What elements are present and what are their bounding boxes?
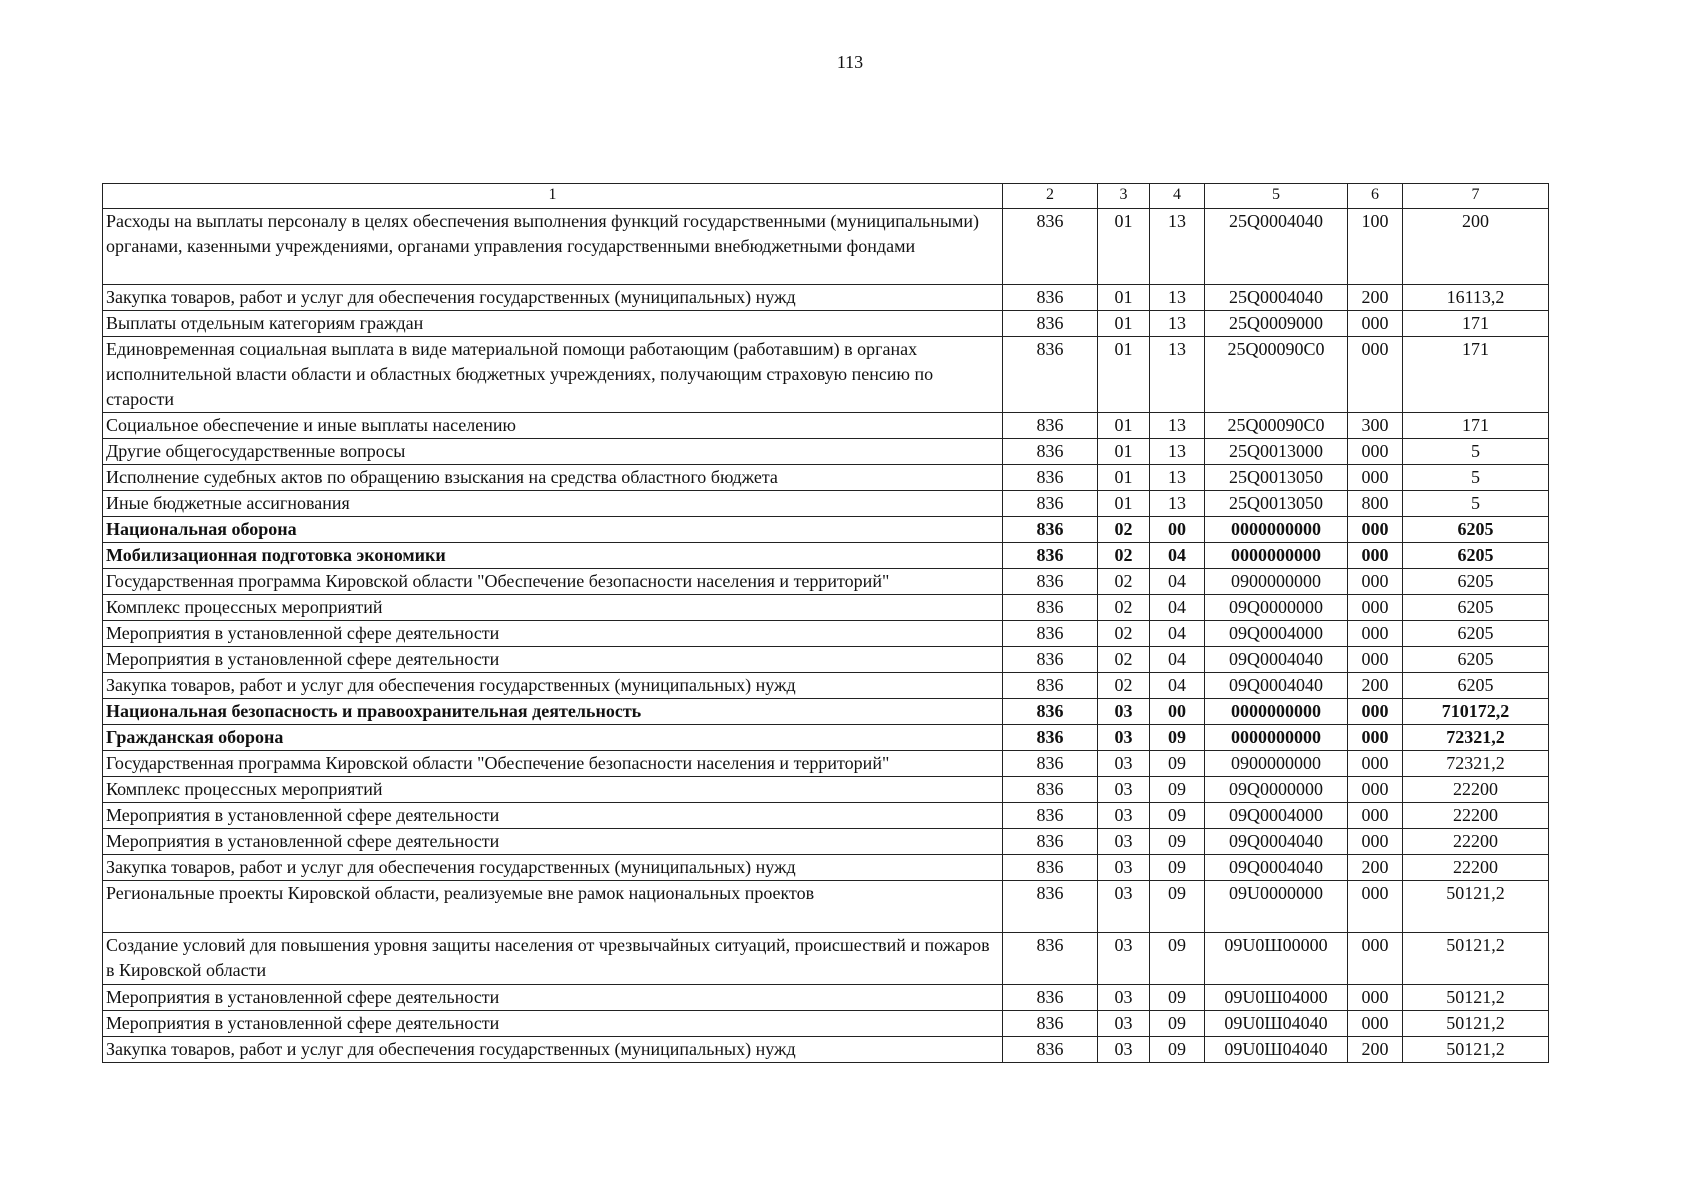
section-code-cell: 02	[1098, 647, 1150, 673]
item-name-cell: Расходы на выплаты персоналу в целях обеспечения выполнения функций государственными (муниципальными) органами, казенными учреждениями, органами управления государственными внебюджетными фондами	[103, 209, 1003, 285]
subsection-code-cell: 13	[1150, 337, 1205, 413]
item-name-cell: Мероприятия в установленной сфере деятельности	[103, 829, 1003, 855]
subsection-code-cell: 09	[1150, 777, 1205, 803]
amount-cell: 171	[1403, 413, 1549, 439]
section-code-cell: 02	[1098, 621, 1150, 647]
target-article-cell: 09Q0004040	[1205, 855, 1348, 881]
table-row	[103, 439, 1549, 465]
table-row	[103, 209, 1549, 285]
table-row	[103, 647, 1549, 673]
subsection-code-cell: 09	[1150, 829, 1205, 855]
section-code-cell: 03	[1098, 1037, 1150, 1063]
subsection-code-cell: 09	[1150, 881, 1205, 933]
item-name-cell: Выплаты отдельным категориям граждан	[103, 311, 1003, 337]
section-code-cell: 02	[1098, 543, 1150, 569]
item-name-cell: Мероприятия в установленной сфере деятельности	[103, 1011, 1003, 1037]
expense-type-cell: 000	[1348, 699, 1403, 725]
item-name-cell: Мобилизационная подготовка экономики	[103, 543, 1003, 569]
amount-cell: 6205	[1403, 517, 1549, 543]
subsection-code-cell: 13	[1150, 311, 1205, 337]
column-header: 1	[103, 184, 1003, 209]
amount-cell: 50121,2	[1403, 881, 1549, 933]
department-code-cell: 836	[1003, 699, 1098, 725]
expense-type-cell: 000	[1348, 439, 1403, 465]
expense-type-cell: 200	[1348, 855, 1403, 881]
amount-cell: 171	[1403, 311, 1549, 337]
item-name-cell: Создание условий для повышения уровня защиты населения от чрезвычайных ситуаций, происшествий и пожаров в Кировской области	[103, 933, 1003, 985]
target-article-cell: 09U0Ш04040	[1205, 1011, 1348, 1037]
subsection-code-cell: 04	[1150, 673, 1205, 699]
subsection-code-cell: 13	[1150, 491, 1205, 517]
expense-type-cell: 000	[1348, 621, 1403, 647]
amount-cell: 710172,2	[1403, 699, 1549, 725]
target-article-cell: 25Q0004040	[1205, 285, 1348, 311]
target-article-cell: 0900000000	[1205, 751, 1348, 777]
department-code-cell: 836	[1003, 517, 1098, 543]
target-article-cell: 09U0Ш00000	[1205, 933, 1348, 985]
target-article-cell: 09Q0004040	[1205, 647, 1348, 673]
department-code-cell: 836	[1003, 855, 1098, 881]
section-code-cell: 01	[1098, 465, 1150, 491]
section-code-cell: 03	[1098, 985, 1150, 1011]
amount-cell: 50121,2	[1403, 1037, 1549, 1063]
amount-cell: 50121,2	[1403, 985, 1549, 1011]
subsection-code-cell: 09	[1150, 855, 1205, 881]
department-code-cell: 836	[1003, 285, 1098, 311]
department-code-cell: 836	[1003, 1011, 1098, 1037]
expense-type-cell: 300	[1348, 413, 1403, 439]
subsection-code-cell: 09	[1150, 1037, 1205, 1063]
item-name-cell: Единовременная социальная выплата в виде материальной помощи работающим (работавшим) в органах исполнительной власти области и областных бюджетных учреждениях, получающим страховую пенсию по старости	[103, 337, 1003, 413]
item-name-cell: Мероприятия в установленной сфере деятельности	[103, 985, 1003, 1011]
subsection-code-cell: 04	[1150, 647, 1205, 673]
section-code-cell: 03	[1098, 829, 1150, 855]
section-code-cell: 03	[1098, 933, 1150, 985]
department-code-cell: 836	[1003, 209, 1098, 285]
amount-cell: 50121,2	[1403, 933, 1549, 985]
table-row	[103, 699, 1549, 725]
target-article-cell: 0900000000	[1205, 569, 1348, 595]
table-row	[103, 285, 1549, 311]
department-code-cell: 836	[1003, 829, 1098, 855]
amount-cell: 50121,2	[1403, 1011, 1549, 1037]
department-code-cell: 836	[1003, 803, 1098, 829]
amount-cell: 22200	[1403, 777, 1549, 803]
amount-cell: 72321,2	[1403, 751, 1549, 777]
target-article-cell: 09Q0004000	[1205, 803, 1348, 829]
table-row	[103, 725, 1549, 751]
item-name-cell: Иные бюджетные ассигнования	[103, 491, 1003, 517]
expense-type-cell: 000	[1348, 337, 1403, 413]
section-code-cell: 01	[1098, 337, 1150, 413]
table-header	[103, 184, 1549, 209]
section-code-cell: 02	[1098, 595, 1150, 621]
section-code-cell: 01	[1098, 311, 1150, 337]
item-name-cell: Национальная безопасность и правоохранительная деятельность	[103, 699, 1003, 725]
column-header: 7	[1403, 184, 1549, 209]
table-body	[103, 209, 1549, 1063]
department-code-cell: 836	[1003, 491, 1098, 517]
column-header: 6	[1348, 184, 1403, 209]
target-article-cell: 25Q00090C0	[1205, 413, 1348, 439]
department-code-cell: 836	[1003, 881, 1098, 933]
target-article-cell: 25Q0004040	[1205, 209, 1348, 285]
item-name-cell: Закупка товаров, работ и услуг для обеспечения государственных (муниципальных) нужд	[103, 673, 1003, 699]
expense-type-cell: 000	[1348, 881, 1403, 933]
department-code-cell: 836	[1003, 725, 1098, 751]
subsection-code-cell: 09	[1150, 933, 1205, 985]
item-name-cell: Закупка товаров, работ и услуг для обеспечения государственных (муниципальных) нужд	[103, 855, 1003, 881]
department-code-cell: 836	[1003, 751, 1098, 777]
target-article-cell: 25Q0013050	[1205, 465, 1348, 491]
expense-type-cell: 000	[1348, 803, 1403, 829]
expense-type-cell: 000	[1348, 829, 1403, 855]
target-article-cell: 0000000000	[1205, 543, 1348, 569]
amount-cell: 6205	[1403, 647, 1549, 673]
amount-cell: 16113,2	[1403, 285, 1549, 311]
department-code-cell: 836	[1003, 465, 1098, 491]
expense-type-cell: 200	[1348, 673, 1403, 699]
expense-type-cell: 000	[1348, 595, 1403, 621]
section-code-cell: 01	[1098, 439, 1150, 465]
subsection-code-cell: 09	[1150, 803, 1205, 829]
target-article-cell: 09Q0004000	[1205, 621, 1348, 647]
table-row	[103, 985, 1549, 1011]
expense-type-cell: 000	[1348, 517, 1403, 543]
department-code-cell: 836	[1003, 543, 1098, 569]
target-article-cell: 25Q0009000	[1205, 311, 1348, 337]
section-code-cell: 02	[1098, 517, 1150, 543]
section-code-cell: 03	[1098, 699, 1150, 725]
subsection-code-cell: 04	[1150, 595, 1205, 621]
table-row	[103, 803, 1549, 829]
subsection-code-cell: 13	[1150, 465, 1205, 491]
target-article-cell: 09U0Ш04000	[1205, 985, 1348, 1011]
section-code-cell: 01	[1098, 491, 1150, 517]
expense-type-cell: 000	[1348, 543, 1403, 569]
table-row	[103, 829, 1549, 855]
expense-type-cell: 200	[1348, 285, 1403, 311]
item-name-cell: Государственная программа Кировской области "Обеспечение безопасности населения и территорий"	[103, 569, 1003, 595]
table-row	[103, 311, 1549, 337]
target-article-cell: 0000000000	[1205, 517, 1348, 543]
target-article-cell: 25Q0013000	[1205, 439, 1348, 465]
header-row	[103, 184, 1549, 209]
target-article-cell: 09Q0000000	[1205, 777, 1348, 803]
subsection-code-cell: 09	[1150, 1011, 1205, 1037]
table-row	[103, 777, 1549, 803]
item-name-cell: Региональные проекты Кировской области, реализуемые вне рамок национальных проектов	[103, 881, 1003, 933]
table-row	[103, 1037, 1549, 1063]
amount-cell: 5	[1403, 491, 1549, 517]
section-code-cell: 03	[1098, 855, 1150, 881]
amount-cell: 6205	[1403, 595, 1549, 621]
amount-cell: 6205	[1403, 621, 1549, 647]
subsection-code-cell: 09	[1150, 985, 1205, 1011]
target-article-cell: 25Q0013050	[1205, 491, 1348, 517]
section-code-cell: 01	[1098, 209, 1150, 285]
subsection-code-cell: 09	[1150, 751, 1205, 777]
table-row	[103, 337, 1549, 413]
target-article-cell: 0000000000	[1205, 699, 1348, 725]
section-code-cell: 02	[1098, 673, 1150, 699]
subsection-code-cell: 13	[1150, 439, 1205, 465]
amount-cell: 6205	[1403, 569, 1549, 595]
department-code-cell: 836	[1003, 311, 1098, 337]
expense-type-cell: 000	[1348, 569, 1403, 595]
table-row	[103, 751, 1549, 777]
section-code-cell: 03	[1098, 751, 1150, 777]
amount-cell: 22200	[1403, 803, 1549, 829]
expense-type-cell: 000	[1348, 725, 1403, 751]
column-header: 5	[1205, 184, 1348, 209]
table-row	[103, 517, 1549, 543]
target-article-cell: 09U0000000	[1205, 881, 1348, 933]
section-code-cell: 03	[1098, 725, 1150, 751]
column-header: 4	[1150, 184, 1205, 209]
amount-cell: 6205	[1403, 543, 1549, 569]
table-row	[103, 933, 1549, 985]
subsection-code-cell: 04	[1150, 569, 1205, 595]
item-name-cell: Закупка товаров, работ и услуг для обеспечения государственных (муниципальных) нужд	[103, 285, 1003, 311]
table-row	[103, 595, 1549, 621]
item-name-cell: Государственная программа Кировской области "Обеспечение безопасности населения и территорий"	[103, 751, 1003, 777]
expense-type-cell: 000	[1348, 777, 1403, 803]
amount-cell: 200	[1403, 209, 1549, 285]
target-article-cell: 09Q0000000	[1205, 595, 1348, 621]
item-name-cell: Мероприятия в установленной сфере деятельности	[103, 647, 1003, 673]
target-article-cell: 25Q00090C0	[1205, 337, 1348, 413]
department-code-cell: 836	[1003, 439, 1098, 465]
department-code-cell: 836	[1003, 985, 1098, 1011]
column-header: 3	[1098, 184, 1150, 209]
item-name-cell: Закупка товаров, работ и услуг для обеспечения государственных (муниципальных) нужд	[103, 1037, 1003, 1063]
subsection-code-cell: 09	[1150, 725, 1205, 751]
item-name-cell: Мероприятия в установленной сфере деятельности	[103, 803, 1003, 829]
item-name-cell: Комплекс процессных мероприятий	[103, 595, 1003, 621]
table-row	[103, 413, 1549, 439]
subsection-code-cell: 13	[1150, 285, 1205, 311]
table-row	[103, 491, 1549, 517]
expense-type-cell: 000	[1348, 465, 1403, 491]
expense-type-cell: 000	[1348, 985, 1403, 1011]
expense-type-cell: 000	[1348, 933, 1403, 985]
expense-type-cell: 000	[1348, 1011, 1403, 1037]
amount-cell: 5	[1403, 465, 1549, 491]
department-code-cell: 836	[1003, 413, 1098, 439]
subsection-code-cell: 04	[1150, 543, 1205, 569]
target-article-cell: 09U0Ш04040	[1205, 1037, 1348, 1063]
page-number: 113	[836, 52, 864, 72]
amount-cell: 5	[1403, 439, 1549, 465]
section-code-cell: 02	[1098, 569, 1150, 595]
department-code-cell: 836	[1003, 595, 1098, 621]
table-row	[103, 881, 1549, 933]
budget-table	[102, 183, 1549, 1063]
subsection-code-cell: 00	[1150, 517, 1205, 543]
expense-type-cell: 200	[1348, 1037, 1403, 1063]
section-code-cell: 01	[1098, 413, 1150, 439]
section-code-cell: 03	[1098, 777, 1150, 803]
table-row	[103, 543, 1549, 569]
section-code-cell: 01	[1098, 285, 1150, 311]
expense-type-cell: 000	[1348, 311, 1403, 337]
amount-cell: 6205	[1403, 673, 1549, 699]
subsection-code-cell: 04	[1150, 621, 1205, 647]
table-row	[103, 855, 1549, 881]
subsection-code-cell: 13	[1150, 209, 1205, 285]
department-code-cell: 836	[1003, 621, 1098, 647]
item-name-cell: Другие общегосударственные вопросы	[103, 439, 1003, 465]
amount-cell: 72321,2	[1403, 725, 1549, 751]
amount-cell: 22200	[1403, 855, 1549, 881]
table-row	[103, 465, 1549, 491]
column-header: 2	[1003, 184, 1098, 209]
table-row	[103, 569, 1549, 595]
department-code-cell: 836	[1003, 647, 1098, 673]
amount-cell: 171	[1403, 337, 1549, 413]
department-code-cell: 836	[1003, 337, 1098, 413]
expense-type-cell: 000	[1348, 647, 1403, 673]
target-article-cell: 0000000000	[1205, 725, 1348, 751]
target-article-cell: 09Q0004040	[1205, 829, 1348, 855]
section-code-cell: 03	[1098, 1011, 1150, 1037]
expense-type-cell: 800	[1348, 491, 1403, 517]
item-name-cell: Социальное обеспечение и иные выплаты населению	[103, 413, 1003, 439]
item-name-cell: Мероприятия в установленной сфере деятельности	[103, 621, 1003, 647]
department-code-cell: 836	[1003, 569, 1098, 595]
item-name-cell: Национальная оборона	[103, 517, 1003, 543]
expense-type-cell: 100	[1348, 209, 1403, 285]
table-row	[103, 673, 1549, 699]
department-code-cell: 836	[1003, 1037, 1098, 1063]
amount-cell: 22200	[1403, 829, 1549, 855]
item-name-cell: Гражданская оборона	[103, 725, 1003, 751]
target-article-cell: 09Q0004040	[1205, 673, 1348, 699]
table-row	[103, 621, 1549, 647]
subsection-code-cell: 00	[1150, 699, 1205, 725]
subsection-code-cell: 13	[1150, 413, 1205, 439]
department-code-cell: 836	[1003, 777, 1098, 803]
department-code-cell: 836	[1003, 933, 1098, 985]
section-code-cell: 03	[1098, 881, 1150, 933]
item-name-cell: Исполнение судебных актов по обращению взыскания на средства областного бюджета	[103, 465, 1003, 491]
item-name-cell: Комплекс процессных мероприятий	[103, 777, 1003, 803]
department-code-cell: 836	[1003, 673, 1098, 699]
table-row	[103, 1011, 1549, 1037]
expense-type-cell: 000	[1348, 751, 1403, 777]
section-code-cell: 03	[1098, 803, 1150, 829]
